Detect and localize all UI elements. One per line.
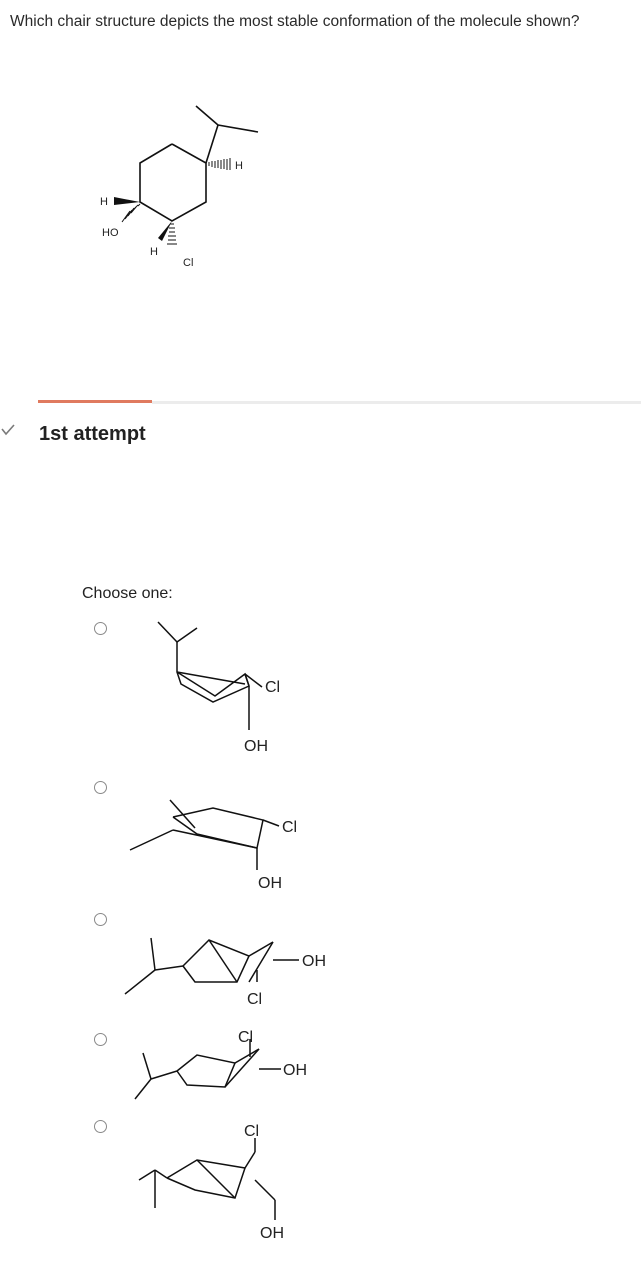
molecule-label-h-left: H — [100, 196, 108, 208]
check-icon — [0, 423, 16, 439]
option-5-label-cl: Cl — [244, 1123, 260, 1140]
attempt-progress-indicator — [38, 400, 152, 403]
option-2-label-oh: OH — [258, 875, 282, 892]
option-2-chair-structure[interactable] — [125, 790, 325, 900]
option-3-chair-structure[interactable] — [125, 930, 355, 1040]
option-5-radio[interactable] — [94, 1120, 107, 1133]
option-5-chair-structure[interactable] — [125, 1120, 325, 1260]
divider — [152, 401, 641, 404]
option-1-label-cl: Cl — [265, 679, 281, 696]
molecule-label-cl: Cl — [183, 257, 194, 269]
choose-label: Choose one: — [82, 585, 173, 602]
option-3-radio[interactable] — [94, 913, 107, 926]
attempt-heading: 1st attempt — [39, 423, 146, 445]
option-1-radio[interactable] — [94, 622, 107, 635]
option-4-radio[interactable] — [94, 1033, 107, 1046]
option-4-label-cl: Cl — [238, 1029, 254, 1046]
option-2-label-cl: Cl — [282, 819, 298, 836]
molecule-label-h-bottom: H — [150, 246, 158, 258]
molecule-label-h-top: H — [235, 160, 243, 172]
option-4-label-oh: OH — [283, 1062, 307, 1079]
question-text: Which chair structure depicts the most stable conformation of the molecule shown? — [10, 13, 580, 30]
molecule-structure-image — [0, 90, 641, 380]
option-1-label-oh: OH — [244, 738, 268, 755]
option-1-chair-structure[interactable] — [125, 612, 325, 762]
option-3-label-cl: Cl — [247, 991, 263, 1008]
option-5-label-oh: OH — [260, 1225, 284, 1242]
molecule-label-ho: HO — [102, 227, 119, 239]
option-3-label-oh: OH — [302, 953, 326, 970]
option-2-radio[interactable] — [94, 781, 107, 794]
option-4-chair-structure[interactable] — [125, 1027, 355, 1107]
